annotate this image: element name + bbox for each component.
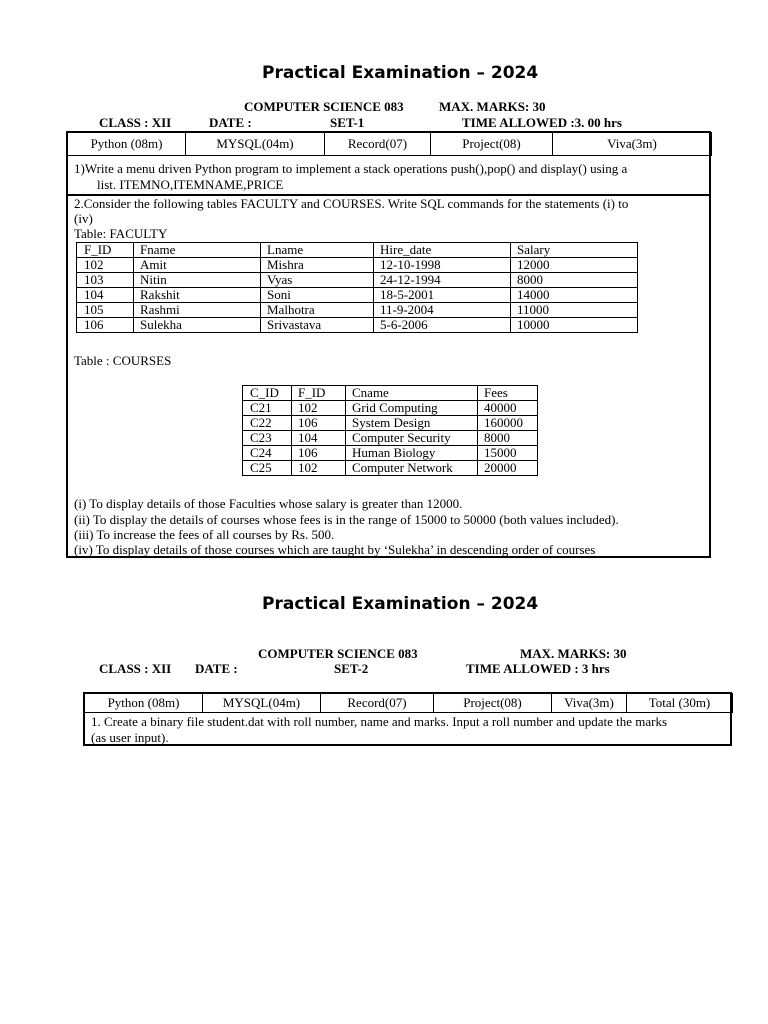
marks-viva: Viva(3m) [553,133,712,156]
set2-time-allowed: TIME ALLOWED : 3 hrs [466,661,610,676]
statement-iv: (iv) To display details of those courses which are taught by ‘Sulekha’ in descending order of courses [74,542,596,557]
table-header-cell: Cname [346,386,478,401]
marks-python: Python (08m) [68,133,186,156]
table-row [77,288,638,303]
marks-total: Total (30m) [627,694,733,713]
set1-date: DATE : [209,115,252,130]
table-cell: System Design [346,416,478,431]
set2-date: DATE : [195,661,238,676]
table-row [243,416,538,431]
statement-iii: (iii) To increase the fees of all courses by Rs. 500. [74,527,335,542]
table-cell: 102 [77,258,134,273]
table-cell: Mishra [261,258,374,273]
table-cell: 15000 [478,446,538,461]
table-header-cell: Lname [261,243,374,258]
set1-q1-line2: list. ITEMNO,ITEMNAME,PRICE [97,177,284,192]
table-row [243,401,538,416]
marks-viva: Viva(3m) [552,694,627,713]
table-row [243,431,538,446]
set1-q1-line1: 1)Write a menu driven Python program to implement a stack operations push(),pop() and display() using a [74,161,628,176]
table-cell: 102 [292,401,346,416]
courses-caption: Table : COURSES [74,353,172,368]
table-cell: 106 [77,318,134,333]
table-cell: Srivastava [261,318,374,333]
table-cell: 103 [77,273,134,288]
table-row [77,303,638,318]
marks-record: Record(07) [321,694,434,713]
table-cell: C23 [243,431,292,446]
table-row [243,446,538,461]
set1-class: CLASS : XII [99,115,172,130]
table-header-row [243,386,538,401]
table-cell: 20000 [478,461,538,476]
table-cell: 14000 [511,288,638,303]
table-header-cell: Hire_date [374,243,511,258]
statement-i: (i) To display details of those Faculties whose salary is greater than 12000. [74,496,463,511]
table-cell: 106 [292,446,346,461]
set2-title: Practical Examination – 2024 [262,594,539,614]
table-cell: Human Biology [346,446,478,461]
table-cell: Computer Security [346,431,478,446]
table-cell: Sulekha [134,318,261,333]
table-cell: Rakshit [134,288,261,303]
set1-time-allowed: TIME ALLOWED :3. 00 hrs [462,115,622,130]
table-header-cell: Fname [134,243,261,258]
set2-set: SET-2 [334,661,369,676]
set1-q2-line2: (iv) [74,211,93,226]
set2-q1-line2: (as user input). [91,730,169,745]
table-cell: 102 [292,461,346,476]
table-row [77,258,638,273]
table-header-cell: Salary [511,243,638,258]
set1-subject: COMPUTER SCIENCE 083 [244,99,404,114]
table-header-cell: C_ID [243,386,292,401]
table-cell: Computer Network [346,461,478,476]
table-cell: Grid Computing [346,401,478,416]
set1-title: Practical Examination – 2024 [262,63,539,83]
table-header-cell: Fees [478,386,538,401]
marks-mysql: MYSQL(04m) [186,133,325,156]
table-header-row [77,243,638,258]
table-cell: C25 [243,461,292,476]
table-cell: Vyas [261,273,374,288]
set2-class: CLASS : XII [99,661,172,676]
set2-q1-line1: 1. Create a binary file student.dat with roll number, name and marks. Input a roll number and update the marks [91,714,668,729]
table-header-cell: F_ID [77,243,134,258]
table-cell: C24 [243,446,292,461]
table-cell: 106 [292,416,346,431]
table-cell: 11-9-2004 [374,303,511,318]
faculty-table [76,242,638,333]
table-cell: 104 [77,288,134,303]
table-row [77,318,638,333]
table-cell: C21 [243,401,292,416]
table-cell: 12000 [511,258,638,273]
table-cell: 104 [292,431,346,446]
set1-marks-table [67,132,712,156]
statement-ii: (ii) To display the details of courses whose fees is in the range of 15000 to 50000 (both values included). [74,512,619,527]
table-cell: 10000 [511,318,638,333]
table-cell: 11000 [511,303,638,318]
set1-max-marks: MAX. MARKS: 30 [439,99,546,114]
set2-max-marks: MAX. MARKS: 30 [520,646,627,661]
faculty-caption: Table: FACULTY [74,226,168,241]
set2-question-frame [83,692,732,746]
table-cell: 160000 [478,416,538,431]
table-cell: C22 [243,416,292,431]
table-row [243,461,538,476]
table-cell: 8000 [478,431,538,446]
table-cell: 105 [77,303,134,318]
table-cell: 24-12-1994 [374,273,511,288]
set1-question-frame [66,131,711,558]
set1-q2-line1: 2.Consider the following tables FACULTY and COURSES. Write SQL commands for the statements (i) to [74,196,629,211]
table-cell: Nitin [134,273,261,288]
marks-python: Python (08m) [85,694,203,713]
table-cell: 8000 [511,273,638,288]
set1-set: SET-1 [330,115,365,130]
table-cell: Soni [261,288,374,303]
table-cell: 40000 [478,401,538,416]
marks-record: Record(07) [325,133,431,156]
table-cell: Rashmi [134,303,261,318]
marks-project: Project(08) [434,694,552,713]
table-cell: 5-6-2006 [374,318,511,333]
set2-subject: COMPUTER SCIENCE 083 [258,646,418,661]
marks-project: Project(08) [431,133,553,156]
table-cell: Amit [134,258,261,273]
set2-marks-table [84,693,733,713]
table-cell: 12-10-1998 [374,258,511,273]
table-row [77,273,638,288]
table-header-cell: F_ID [292,386,346,401]
marks-mysql: MYSQL(04m) [203,694,321,713]
table-cell: 18-5-2001 [374,288,511,303]
table-cell: Malhotra [261,303,374,318]
courses-table [242,385,538,476]
